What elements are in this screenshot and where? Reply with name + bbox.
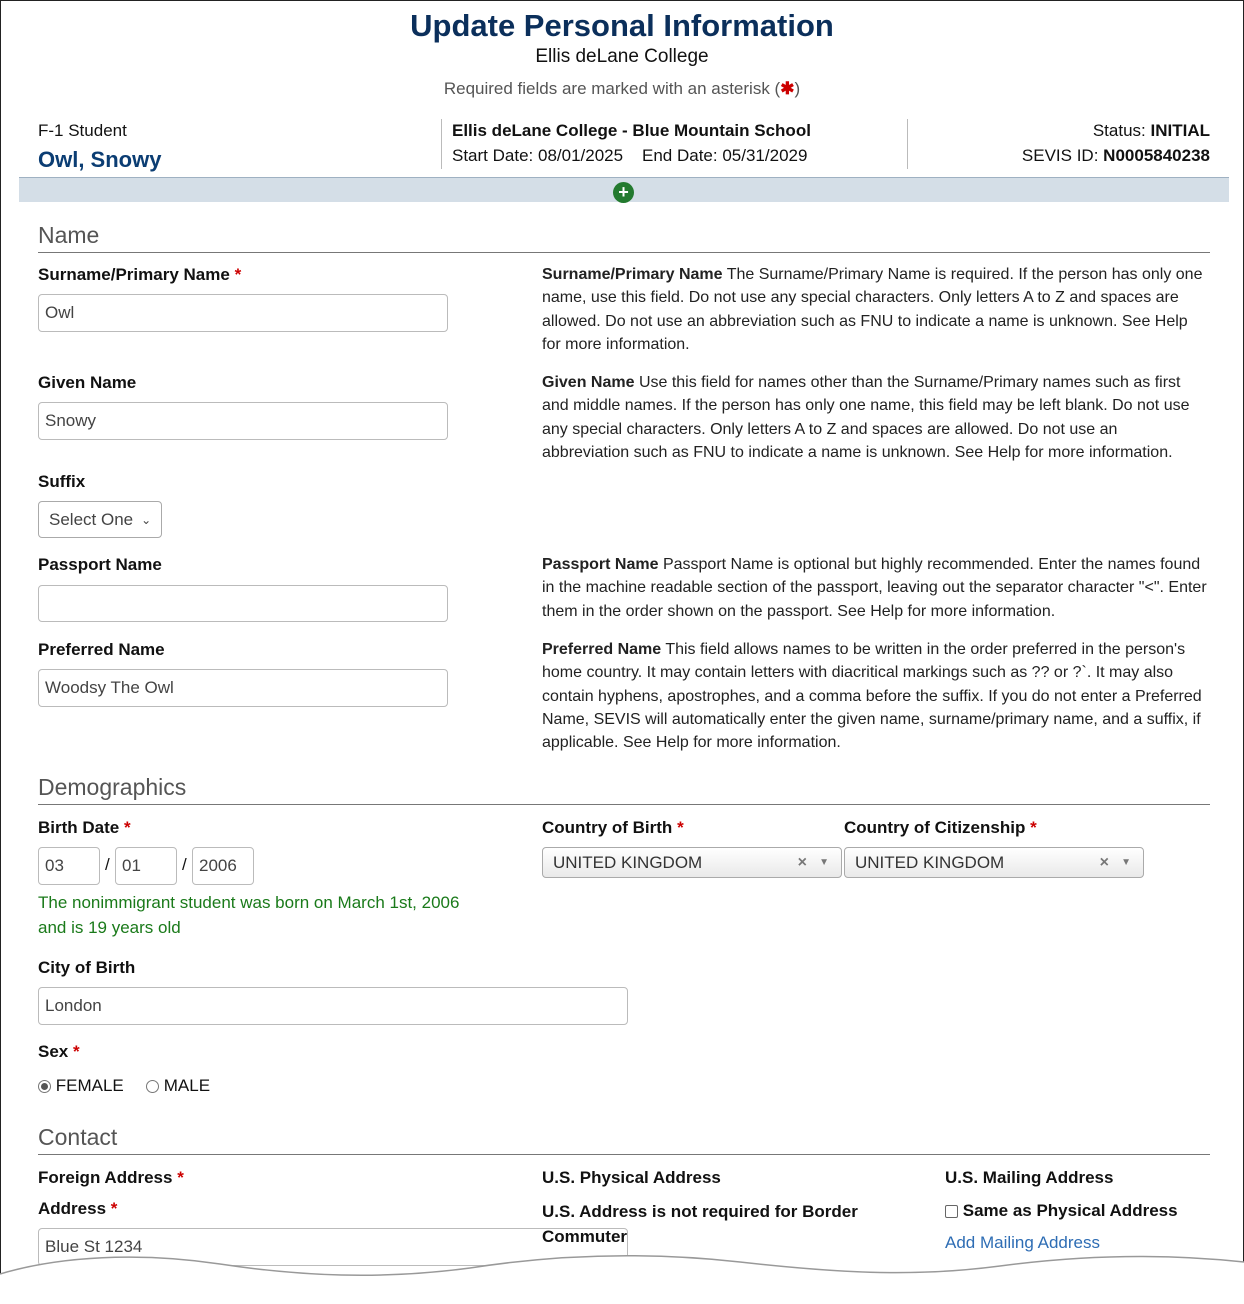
divider [907,119,908,169]
sevis-id-value: N0005840238 [1103,146,1210,165]
birth-day-input[interactable]: 01 [115,847,177,885]
student-type: F-1 Student [38,121,127,140]
clear-icon[interactable]: × [797,853,807,871]
suffix-select[interactable]: Select One ⌄ [38,501,162,538]
passport-name-label: Passport Name [38,555,162,574]
radio-button-checked[interactable] [38,1080,51,1093]
student-name: Owl, Snowy [38,147,162,172]
country-of-citizenship-select[interactable]: UNITED KINGDOM × ▼ [844,847,1144,878]
expand-plus-icon[interactable]: + [613,182,634,203]
country-of-birth-label: Country of Birth * [542,818,684,837]
birth-month-input[interactable]: 03 [38,847,100,885]
surname-help: Surname/Primary Name The Surname/Primary Name is required. If the person has only one name, use this field. Do not use any special characters. Only letters A to Z and spaces are allowed. Do not use an abbreviation such as FNU to indicate a name is unknown. See Help for more information. [542,266,1203,353]
passport-name-help: Passport Name Passport Name is optional but highly recommended. Enter the names found in the machine readable section of the passport, leaving out the separator character "<". Enter them in the order shown on the passport. See Help for more information. [542,556,1207,620]
caret-down-icon: ▼ [819,857,829,868]
status-text: Status: INITIAL [1092,121,1210,140]
birth-date-note: The nonimmigrant student was born on March 1st, 2006 and is 19 years old [38,893,460,937]
clear-icon[interactable]: × [1099,853,1109,871]
country-of-birth-select[interactable]: UNITED KINGDOM × ▼ [542,847,842,878]
same-as-physical-checkbox[interactable] [945,1205,958,1218]
birth-year-input[interactable]: 2006 [192,847,254,885]
given-name-label: Given Name [38,373,137,392]
us-mailing-address-label: U.S. Mailing Address [945,1168,1114,1187]
preferred-name-label: Preferred Name [38,640,165,659]
program-name: Ellis deLane College - Blue Mountain School [452,121,811,140]
given-name-help: Given Name Use this field for names other than the Surname/Primary names such as first and middle names. If the person has only one name, this field may be left blank. Do not use any special characters. Only letters A to Z and spaces are allowed. Do not use an abbreviation such as FNU to indicate a name is unknown. See Help for more information. [542,374,1190,461]
us-physical-address-note: U.S. Address is not required for Border Commuter [542,1202,858,1246]
city-of-birth-input[interactable]: London [38,987,628,1025]
chevron-down-icon: ⌄ [141,512,152,527]
preferred-name-help: Preferred Name This field allows names to be written in the order preferred in the person's home country. It may contain letters with diacritical markings such as ?? or ?`. It may also contain hyphens, apostrophes, and a comma before the suffix. If you do not enter a Preferred Name, SEVIS will automatically enter the given name, surname/primary name, and a suffix, if applicable. See Help for more information. [542,641,1202,752]
us-physical-address-label: U.S. Physical Address [542,1168,721,1187]
date-separator: / [105,855,110,874]
section-heading-demographics: Demographics [38,774,1210,805]
surname-label: Surname/Primary Name * [38,265,242,284]
school-name: Ellis deLane College [535,46,709,67]
foreign-address-label: Foreign Address * [38,1168,184,1187]
date-separator: / [182,855,187,874]
required-asterisk-icon: ✱ [780,79,795,98]
sex-female-option[interactable]: FEMALE [38,1076,124,1096]
city-of-birth-label: City of Birth [38,958,136,977]
torn-edge-decoration [0,1248,1244,1304]
radio-button[interactable] [146,1080,159,1093]
caret-down-icon: ▼ [1121,857,1131,868]
section-heading-contact: Contact [38,1124,1210,1155]
preferred-name-input[interactable]: Woodsy The Owl [38,669,448,707]
sex-male-option[interactable]: MALE [146,1076,210,1096]
program-dates: Start Date: 08/01/2025 End Date: 05/31/2029 [452,146,808,165]
passport-name-input[interactable] [38,585,448,622]
page-title: Update Personal Information [410,8,834,43]
sevis-id-text: SEVIS ID: N0005840238 [1021,146,1210,165]
add-mailing-address-link[interactable]: Add Mailing Address [945,1233,1100,1252]
address-input[interactable]: Blue St 1234 [38,1228,628,1266]
address-label: Address * [38,1199,118,1218]
birth-date-label: Birth Date * [38,818,131,837]
required-note: Required fields are marked with an asterisk (✱) [443,79,801,98]
country-of-citizenship-label: Country of Citizenship * [844,818,1037,837]
same-as-physical-option[interactable]: Same as Physical Address [945,1201,1178,1221]
surname-input[interactable]: Owl [38,294,448,332]
sex-label: Sex * [38,1042,80,1061]
suffix-label: Suffix [38,472,86,491]
status-value: INITIAL [1150,121,1210,140]
given-name-input[interactable]: Snowy [38,402,448,440]
section-heading-name: Name [38,222,1210,253]
divider [441,119,442,169]
